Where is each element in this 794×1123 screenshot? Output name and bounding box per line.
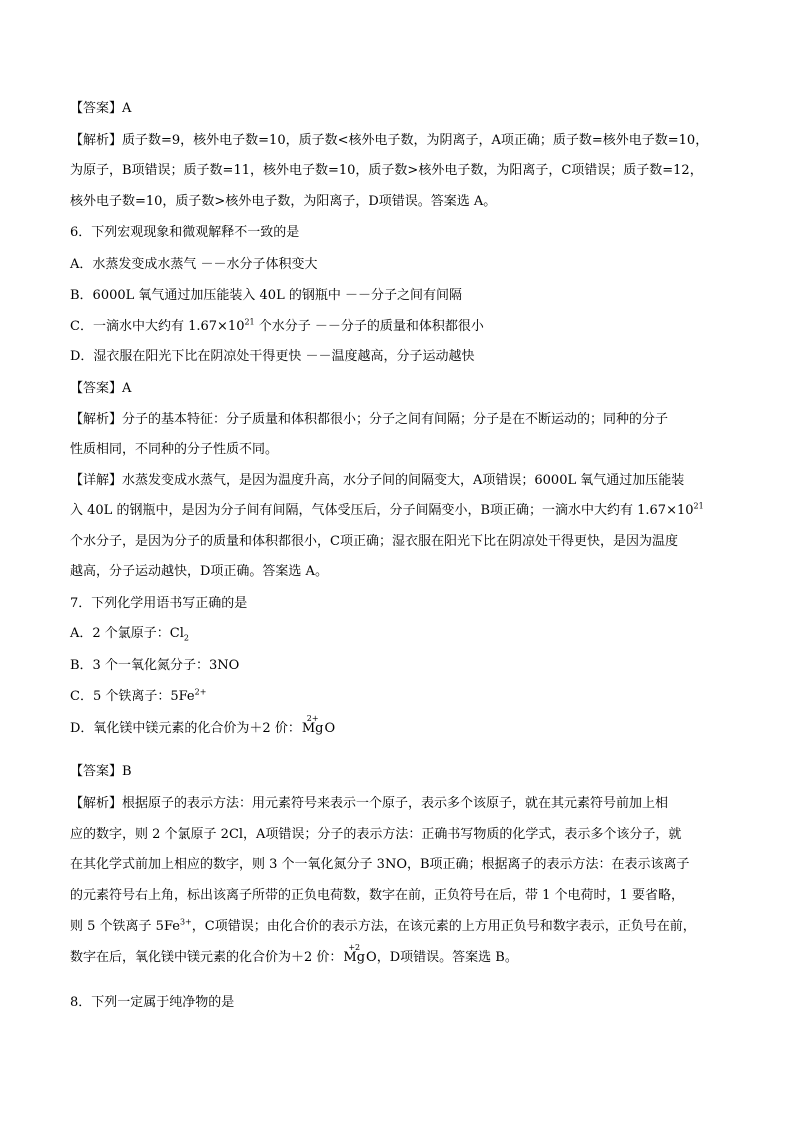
line-text: B．3 个一氧化氮分子：3NO [70,658,240,673]
line-text: C．一滴水中大约有 1.67×10 [70,319,245,334]
superscript: 21 [693,501,704,511]
line-text: 【答案】A [70,101,132,116]
text-line [70,714,730,738]
line-text: B．6000L 氧气通过加压能装入 40L 的钢瓶中 －－分子之间有间隔 [70,288,462,303]
line-text: 数字在后，氧化镁中镁元素的化合价为＋2 价： [70,950,343,965]
line-text: 【解析】分子的基本特征：分子质量和体积都很小；分子之间有间隔；分子是在不断运动的；同种的分子 [70,412,669,427]
valence-notation [301,714,324,738]
text-line [70,441,730,459]
text-line [70,193,730,211]
text-line [70,795,730,813]
text-line [70,472,730,490]
line-text: D．湿衣服在阳光下比在阴凉处干得更快 －－温度越高，分子运动越快 [70,349,475,364]
text-line [70,826,730,844]
line-text: 【答案】B [70,764,132,779]
line-text: 越高，分子运动越快，D项正确。答案选 A。 [70,564,328,579]
line-text: 【答案】A [70,381,132,396]
line-text: 【详解】水蒸发变成水蒸气，是因为温度升高，水分子间的间隔变大，A项错误；6000L 氧气通过加压能装 [70,473,685,488]
text-line [70,224,730,242]
superscript: 3+ [179,917,192,927]
line-text-tail: O，D项错误。答案选 B。 [366,950,518,965]
line-text: C．5 个铁离子：5Fe [70,689,195,704]
text-line [70,763,730,781]
line-text: 【解析】质子数=9，核外电子数=10，质子数<核外电子数，为阴离子，A项正确；质子数=核外电子数=10， [70,133,709,148]
subscript: 2 [183,633,189,643]
text-line [70,657,730,675]
line-text: 核外电子数=10，质子数>核外电子数，为阳离子，D项错误。答案选 A。 [70,194,497,209]
text-line [70,887,730,905]
valence-notation [343,943,366,967]
line-text: 则 5 个铁离子 5Fe [70,919,180,934]
line-text-tail: ，C项错误；由化合价的表示方法，在该元素的上方用正负号和数字表示，正负号在前， [191,919,696,934]
text-line [70,100,730,118]
valence-mark: +2 [348,943,361,952]
line-text: 7．下列化学用语书写正确的是 [70,596,248,611]
text-line [70,533,730,551]
text-line [70,287,730,305]
superscript: 2+ [194,687,207,697]
element-symbol: Mg [301,721,324,736]
line-text: D．氧化镁中镁元素的化合价为＋2 价： [70,721,301,736]
line-text: A．水蒸发变成水蒸气 －－水分子体积变大 [70,257,318,272]
text-line [70,595,730,613]
valence-mark: 2+ [306,714,319,723]
line-text: 6．下列宏观现象和微观解释不一致的是 [70,225,300,240]
line-text-tail: 个水分子 －－分子的质量和体积都很小 [254,319,484,334]
line-text-tail: O [324,721,336,736]
text-line [70,256,730,274]
text-line [70,856,730,874]
line-text: 为原子，B项错误；质子数=11，核外电子数=10，质子数>核外电子数，为阳离子，C项错误；质子数=12， [70,163,703,178]
text-line [70,411,730,429]
line-text: 应的数字，则 2 个氯原子 2Cl，A项错误；分子的表示方法：正确书写物质的化学式，表示多个该分子，就 [70,827,682,842]
line-text: 8．下列一定属于纯净物的是 [70,995,235,1010]
line-text: A．2 个氯原子：Cl [70,626,184,641]
line-text: 入 40L 的钢瓶中，是因为分子间有间隔，气体受压后，分子间隔变小，B项正确；一滴水中大约有 1.67×10 [70,503,694,518]
line-text: 个水分子，是因为分子的质量和体积都很小，C项正确；湿衣服在阳光下比在阴凉处干得更快，是因为温度 [70,534,678,549]
element-symbol: Mg [343,950,366,965]
text-line [70,502,730,520]
text-line [70,348,730,366]
text-line [70,994,730,1012]
line-text: 性质相同，不同种的分子性质不同。 [70,442,279,457]
text-line [70,380,730,398]
text-line [70,132,730,150]
text-line [70,943,730,967]
text-line [70,162,730,180]
text-line [70,625,730,643]
text-line [70,318,730,336]
text-line [70,918,730,936]
text-line [70,563,730,581]
line-text: 在其化学式前加上相应的数字，则 3 个一氧化氮分子 3NO，B项正确；根据离子的表示方法：在表示该离子 [70,857,690,872]
superscript: 21 [244,317,255,327]
line-text: 【解析】根据原子的表示方法：用元素符号来表示一个原子，表示多个该原子，就在其元素符号前加上相 [70,796,669,811]
text-line [70,688,730,706]
line-text: 的元素符号右上角，标出该离子所带的正负电荷数，数字在前，正负符号在后，带 1 个电荷时，1 要省略， [70,888,684,903]
